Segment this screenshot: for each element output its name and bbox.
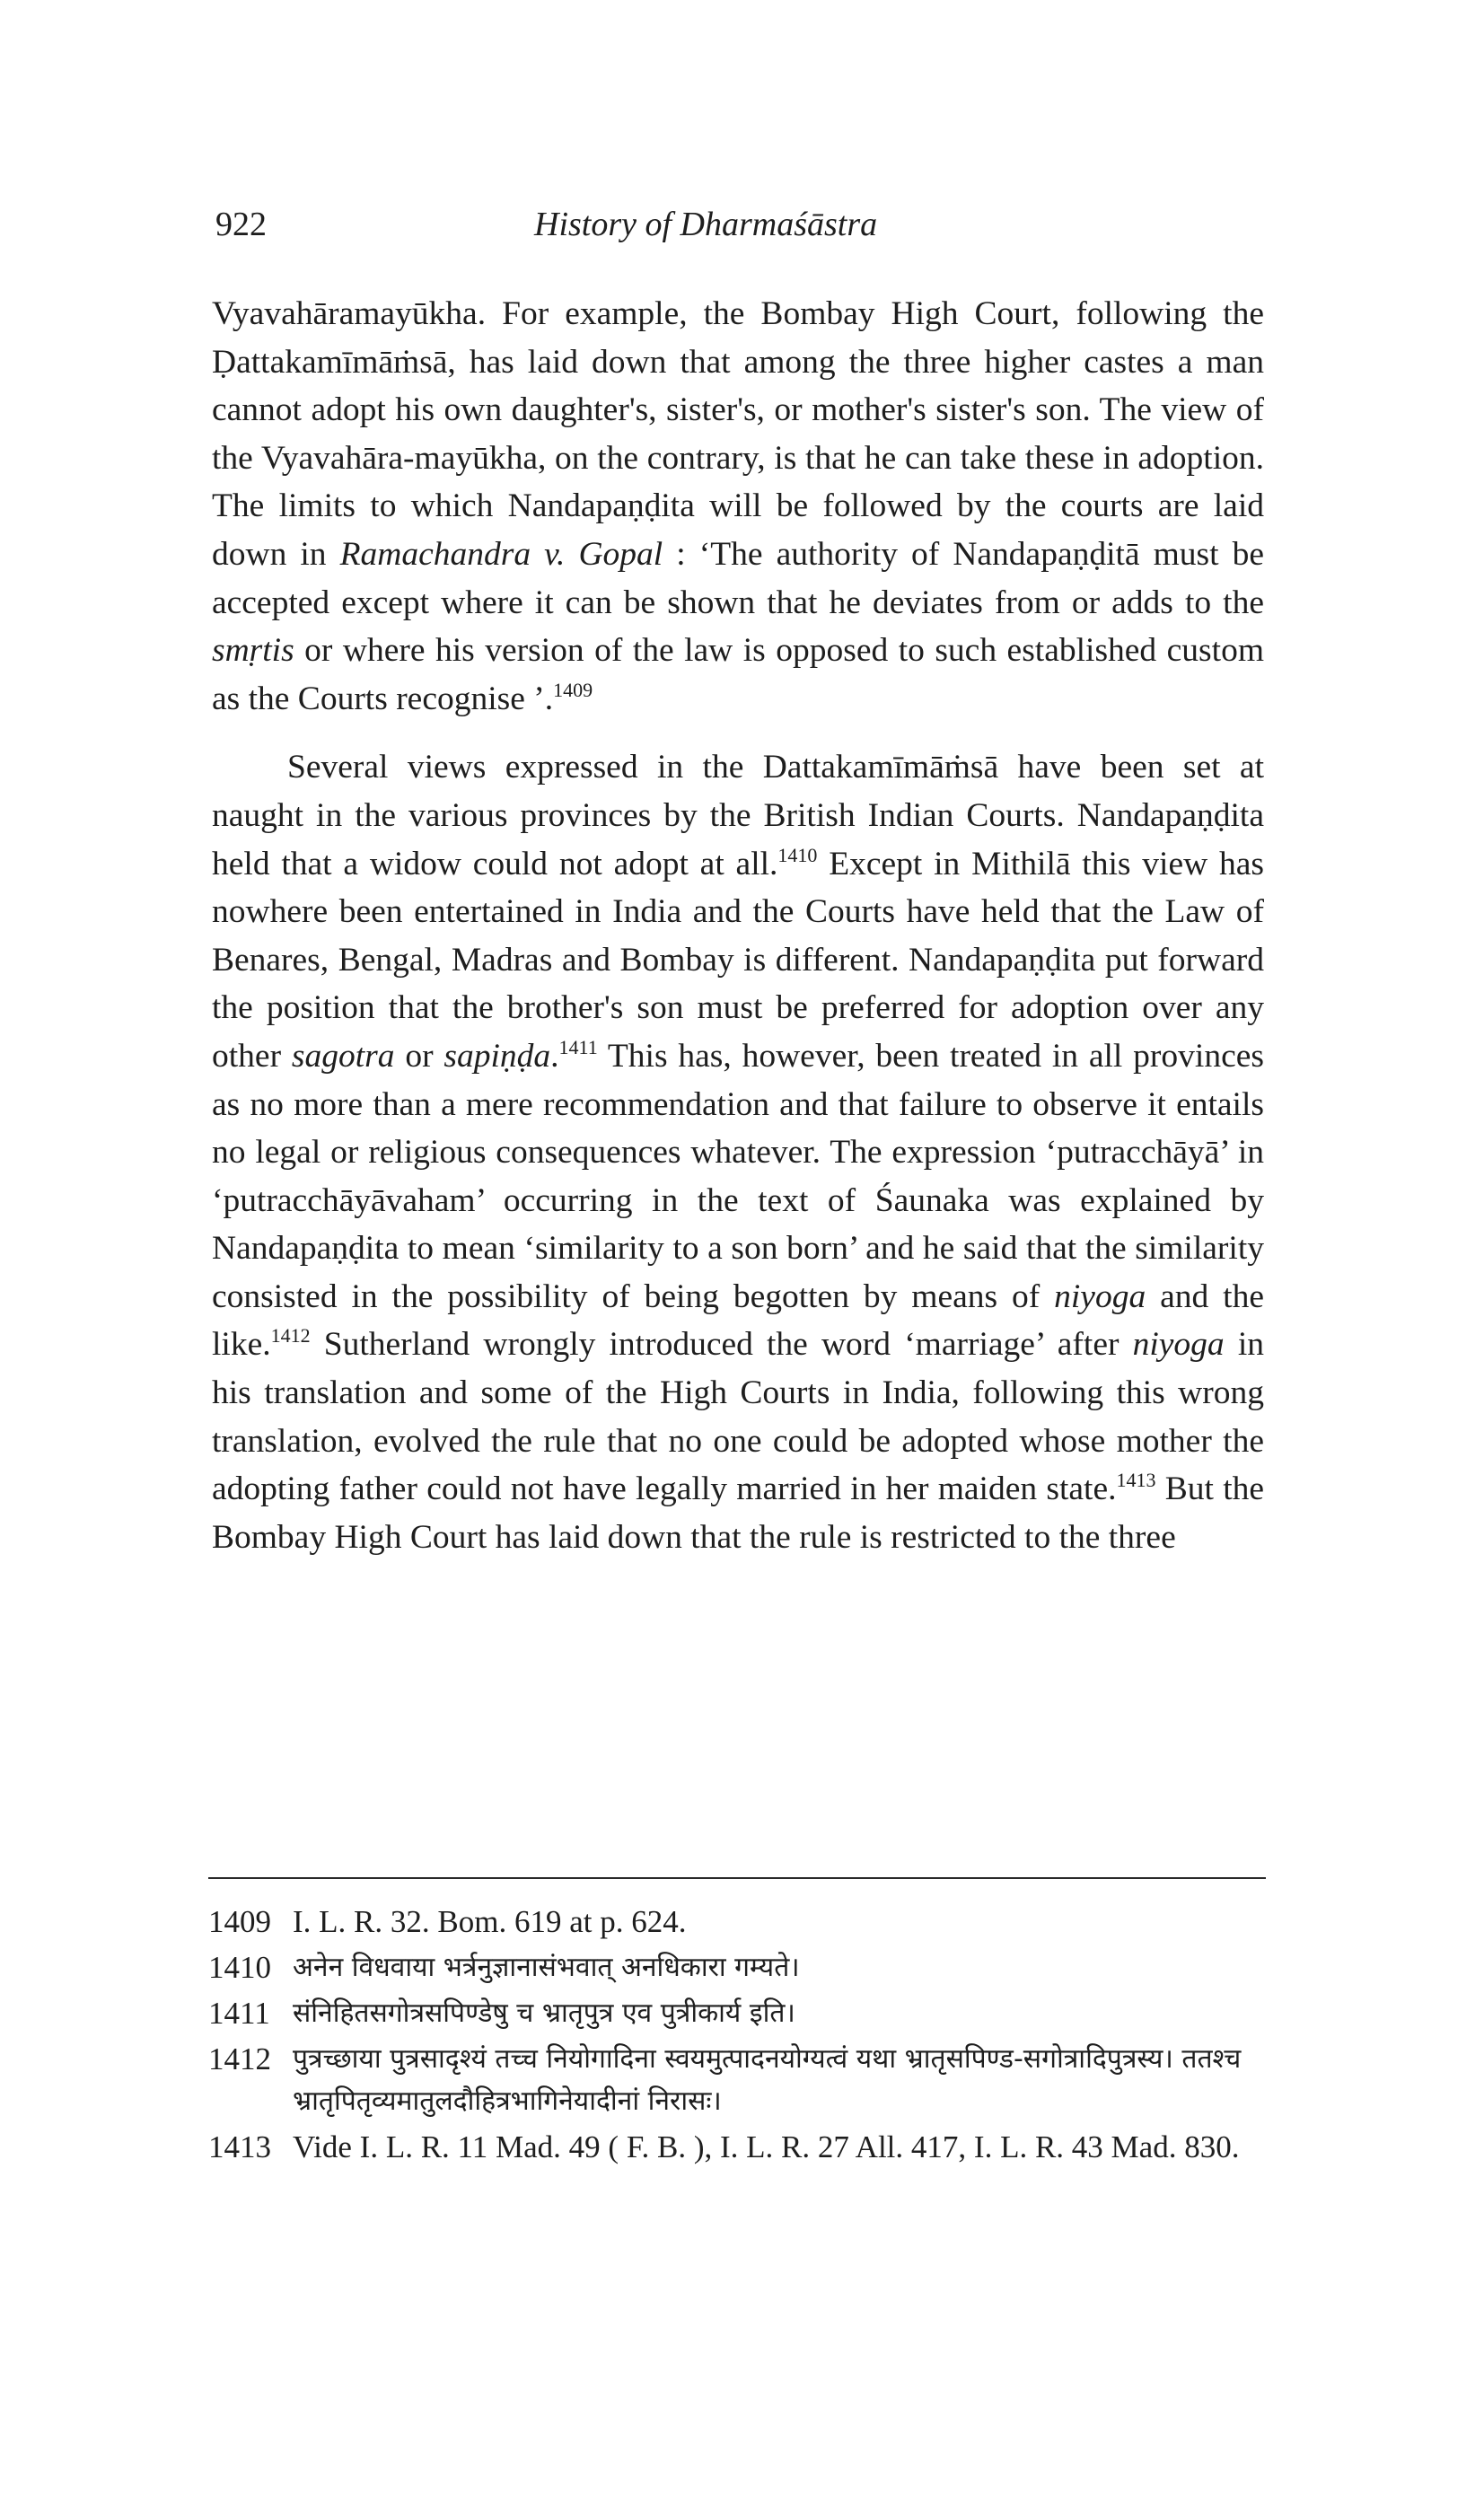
running-head: History of Dharmaśāstra bbox=[534, 206, 878, 243]
footnote-ref-1410[interactable]: 1410 bbox=[777, 843, 818, 866]
footnote-text: Vide I. L. R. 11 Mad. 49 ( F. B. ), I. L. R. 27 All. 417, I. L. R. 43 Mad. 830. bbox=[293, 2129, 1240, 2164]
paragraph-2-text-7: in his translation and some of the High Courts in India, following this wrong translation, evolved the rule that no one could be adopted whose mother the adopting father could not have legally married in her maiden state. bbox=[212, 1326, 1265, 1508]
footnote-divider bbox=[208, 1877, 1266, 1879]
term-sagotra: sagotra bbox=[291, 1037, 395, 1075]
case-citation: Ramachandra v. Gopal bbox=[339, 535, 663, 573]
main-text bbox=[212, 290, 1264, 1561]
footnote-text: I. L. R. 32. Bom. 619 at p. 624. bbox=[293, 1904, 687, 1939]
paragraph-2-text-6: Sutherland wrongly introduced the word ‘marriage’ after bbox=[310, 1326, 1133, 1364]
paragraph-2 bbox=[212, 743, 1264, 1561]
paragraph-2-text-1: Several views expressed in the Dattakamīmāṁsā have been set at naught in the various provinces by the British Indian Courts. Nandapaṇḍita held that a widow could not adopt at all. bbox=[212, 749, 1264, 882]
footnote-ref-1409[interactable]: 1409 bbox=[553, 678, 593, 701]
footnote-1413 bbox=[208, 2126, 1268, 2168]
term-smrtis: smṛtis bbox=[212, 632, 294, 670]
paragraph-1-text-2: : ‘The authority of Nandapaṇḍitā must be accepted except where it can be shown that he deviates from or adds to the bbox=[212, 535, 1265, 621]
footnotes bbox=[208, 1901, 1268, 2172]
footnote-ref-1413[interactable]: 1413 bbox=[1116, 1469, 1156, 1492]
paragraph-1-text-3: or where his version of the law is opposed to such established custom as the Courts recognise ’. bbox=[212, 632, 1264, 717]
footnote-text: अनेन विधवाया भर्त्रनुज्ञानासंभवात् अनधिकारा गम्यते। bbox=[293, 1952, 800, 1983]
footnote-number: 1413 bbox=[208, 2129, 271, 2164]
term-niyoga: niyoga bbox=[1054, 1277, 1146, 1315]
page-number: 922 bbox=[215, 206, 267, 243]
paragraph-2-or: or bbox=[394, 1037, 444, 1075]
footnote-number: 1411 bbox=[208, 1996, 270, 2031]
paragraph-2-text-4: This has, however, been treated in all provinces as no more than a mere recommendation and that failure to observe it entails no legal or religious consequences whatever. The expression ‘putracchāyā’ in ‘putracchāyāvaham’ occurring in the text of Śaunaka was explained by Nandapaṇḍita to mean ‘similarity to a son born’ and he said that the similarity consisted in the possibility of being begotten by means of bbox=[212, 1037, 1264, 1315]
term-sapinda: sapiṇḍa bbox=[443, 1037, 551, 1075]
footnote-text: संनिहितसगोत्रसपिण्डेषु च भ्रातृपुत्र एव पुत्रीकार्य इति। bbox=[293, 1997, 795, 2029]
paragraph-2-text-3: . bbox=[550, 1037, 559, 1075]
page-header bbox=[215, 205, 1275, 259]
footnote-1409 bbox=[208, 1901, 1268, 1943]
paragraph-2-text-2: Except in Mithilā this view has nowhere been entertained in India and the Courts have held that the Law of Benares, Bengal, Madras and Bombay is different. Nandapaṇḍita put forward the position that the brother's son must be preferred for adoption over any other bbox=[212, 845, 1264, 1075]
footnote-number: 1410 bbox=[208, 1950, 271, 1985]
footnote-number: 1412 bbox=[208, 2041, 271, 2076]
paragraph-2-text-5: and the like. bbox=[212, 1277, 1264, 1364]
footnote-ref-1412[interactable]: 1412 bbox=[270, 1324, 311, 1348]
footnote-ref-1411[interactable]: 1411 bbox=[558, 1035, 598, 1058]
footnote-1410 bbox=[208, 1946, 1268, 1988]
footnote-1412 bbox=[208, 2038, 1268, 2122]
footnote-1411 bbox=[208, 1992, 1268, 2034]
footnote-number: 1409 bbox=[208, 1904, 271, 1939]
footnote-text: पुत्रच्छाया पुत्रसादृश्यं तच्च नियोगादिना स्वयमुत्पादनयोग्यत्वं यथा भ्रातृसपिण्ड-सगोत्रादिपुत्रस्य। ततश्च भ्रातृपितृव्यमातुलदौहित्रभागिनेयादीनां निरासः। bbox=[293, 2043, 1242, 2117]
paragraph-2-text-8: But the Bombay High Court has laid down that the rule is restricted to the three bbox=[212, 1470, 1265, 1556]
paragraph-1 bbox=[212, 290, 1264, 723]
term-niyoga-2: niyoga bbox=[1132, 1326, 1225, 1364]
paragraph-1-text-1: Vyavahāramayūkha. For example, the Bombay High Court, following the Ḍattakamīmāṁsā, has laid down that among the three higher castes a man cannot adopt his own daughter's, sister's, or mother's sister's son. The view of the Vyavahāra-mayūkha, on the contrary, is that he can take these in adoption. The limits to which Nandapaṇḍita will be followed by the courts are laid down in bbox=[212, 295, 1264, 573]
